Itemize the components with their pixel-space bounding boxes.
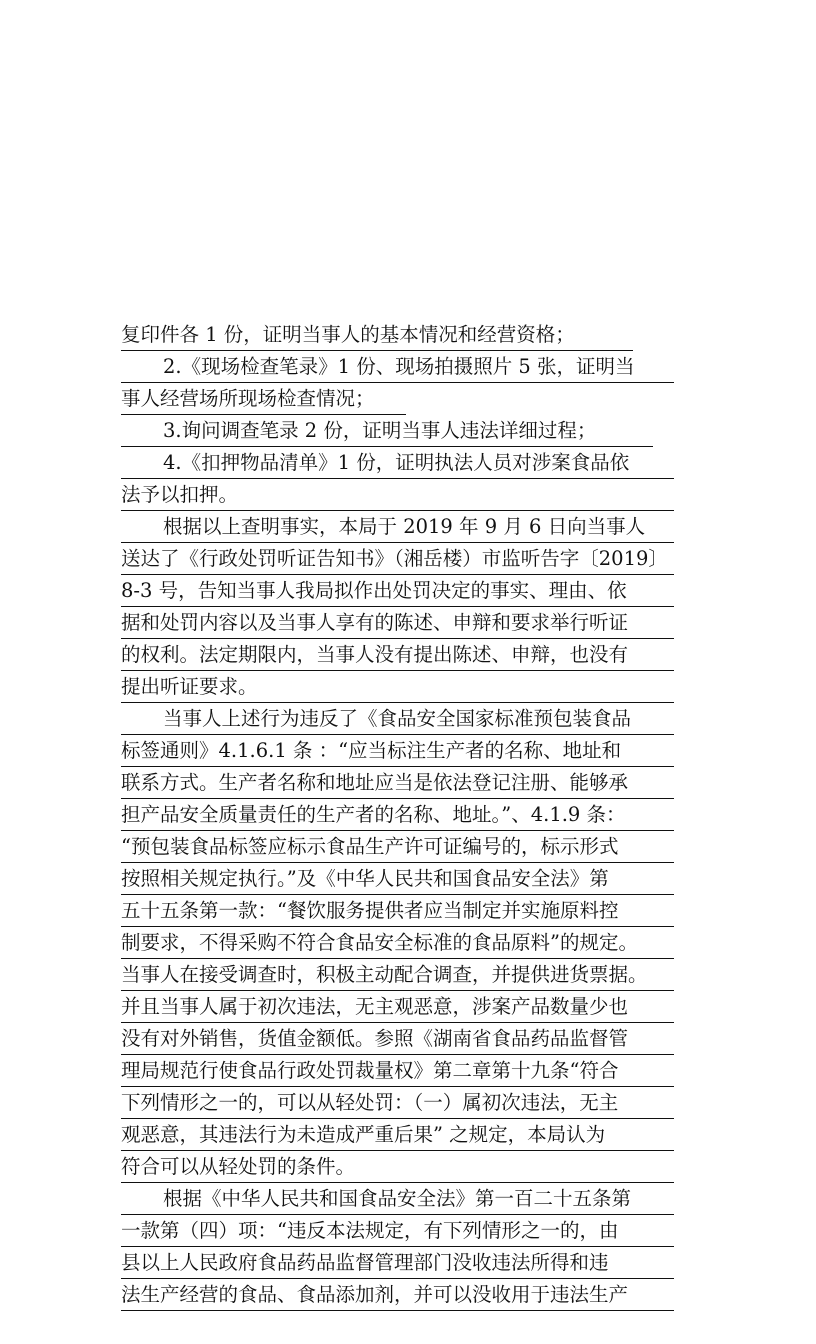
text-line: 观恶意，其违法行为未造成严重后果” 之规定，本局认为 [121, 1119, 674, 1151]
text-line: 没有对外销售，货值金额低。参照《湖南省食品药品监督管 [121, 1023, 674, 1055]
text-line: 县以上人民政府食品药品监督管理部门没收违法所得和违 [121, 1247, 674, 1279]
text-line: 提出听证要求。 [121, 671, 674, 703]
text-line: 制要求，不得采购不符合食品安全标准的食品原料”的规定。 [121, 927, 674, 959]
text-line: 标签通则》4.1.6.1 条 ：“应当标注生产者的名称、地址和 [121, 735, 674, 767]
text-line: 理局规范行使食品行政处罚裁量权》第二章第十九条“符合 [121, 1055, 674, 1087]
text-line: 的权利。法定期限内，当事人没有提出陈述、申辩，也没有 [121, 639, 674, 671]
text-line: 法生产经营的食品、食品添加剂，并可以没收用于违法生产 [121, 1279, 674, 1311]
text-line: 下列情形之一的，可以从轻处罚：（一）属初次违法，无主 [121, 1087, 674, 1119]
text-line: 2.《现场检查笔录》1 份、现场拍摄照片 5 张，证明当 [121, 351, 674, 383]
text-line: 一款第（四）项：“违反本法规定，有下列情形之一的，由 [121, 1215, 674, 1247]
text-line: 4.《扣押物品清单》1 份，证明执法人员对涉案食品依 [121, 447, 674, 479]
text-line: 当事人上述行为违反了《食品安全国家标准预包装食品 [121, 703, 674, 735]
text-line: 事人经营场所现场检查情况； [121, 383, 406, 415]
text-line: 联系方式。生产者名称和地址应当是依法登记注册、能够承 [121, 767, 674, 799]
text-line: 根据以上查明事实，本局于 2019 年 9 月 6 日向当事人 [121, 511, 674, 543]
text-line: 并且当事人属于初次违法，无主观恶意，涉案产品数量少也 [121, 991, 674, 1023]
text-line: 复印件各 1 份，证明当事人的基本情况和经营资格； [121, 319, 633, 351]
text-line: 符合可以从轻处罚的条件。 [121, 1151, 674, 1183]
text-line: 按照相关规定执行。”及《中华人民共和国食品安全法》第 [121, 863, 674, 895]
text-line: 法予以扣押。 [121, 479, 674, 511]
text-line: 根据《中华人民共和国食品安全法》第一百二十五条第 [121, 1183, 674, 1215]
text-line: “预包装食品标签应标示食品生产许可证编号的，标示形式 [121, 831, 674, 863]
text-line: 8-3 号，告知当事人我局拟作出处罚决定的事实、理由、依 [121, 575, 674, 607]
text-line: 据和处罚内容以及当事人享有的陈述、申辩和要求举行听证 [121, 607, 674, 639]
text-line: 当事人在接受调查时，积极主动配合调查，并提供进货票据。 [121, 959, 674, 991]
text-line: 3.询问调查笔录 2 份，证明当事人违法详细过程； [121, 415, 653, 447]
text-line: 送达了《行政处罚听证告知书》（湘岳楼）市监听告字〔2019〕 [121, 543, 674, 575]
text-line: 担产品安全质量责任的生产者的名称、地址。”、4.1.9 条： [121, 799, 674, 831]
text-line: 五十五条第一款：“餐饮服务提供者应当制定并实施原料控 [121, 895, 674, 927]
